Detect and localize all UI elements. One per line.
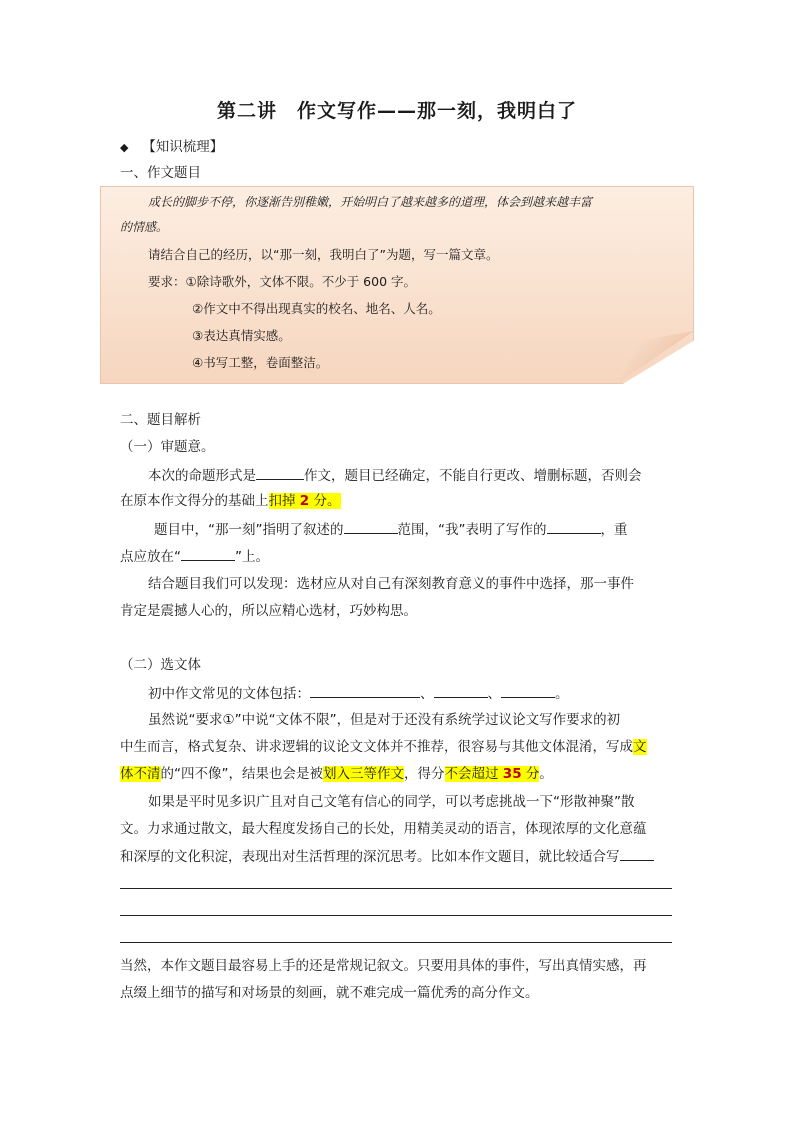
page-title: 第二讲 作文写作——那一刻，我明白了 — [216, 100, 577, 122]
paragraph-6-line-3: 和深厚的文化积淀，表现出对生活哲理的深沉思考。比如本作文题目，就比较适合写 — [120, 846, 680, 867]
paragraph-1-line-2: 在原本作文得分的基础上扣掉 2 分。 — [120, 493, 341, 509]
paragraph-5-line-3: 体不清的“四不像”，结果也会是被划入三等作文，得分不会超过 35 分。 — [120, 766, 553, 782]
paragraph-1-line-1: 本次的命题形式是 作文，题目已经确定，不能自行更改、增删标题，否则会 — [148, 465, 708, 486]
fill-blank[interactable] — [501, 683, 555, 698]
paragraph-5-line-2: 中生而言，格式复杂、讲求逻辑的议论文文体并不推荐，很容易与其他文体混淆，写成文 — [120, 739, 647, 755]
diamond-bullet-icon: ◆ — [120, 141, 129, 154]
card-paragraph-1a: 成长的脚步不停，你逐渐告别稚嫩，开始明白了越来越多的道理，体会到越来越丰富 — [148, 195, 593, 209]
paragraph-7-line-1: 当然，本作文题目最容易上手的还是常规记叙文。只要用具体的事件，写出真情实感，再 — [120, 958, 647, 974]
knowledge-label: 【知识梳理】 — [142, 139, 224, 155]
card-requirement-1: 要求：①除诗歌外，文体不限。不少于 600 字。 — [148, 274, 417, 289]
card-requirement-4: ④书写工整，卷面整洁。 — [192, 355, 329, 370]
section-1-heading: 一、作文题目 — [120, 165, 201, 181]
subsection-2-heading: （二）选文体 — [120, 657, 201, 673]
card-requirement-2: ②作文中不得出现真实的校名、地名、人名。 — [192, 301, 441, 316]
card-paragraph-2: 请结合自己的经历，以“那一刻，我明白了”为题，写一篇文章。 — [148, 247, 499, 262]
card-paragraph-1b: 的情感。 — [120, 220, 169, 234]
paragraph-4: 初中作文常见的文体包括： 、 、 。 — [148, 683, 708, 704]
paragraph-6-line-2: 文。力求通过散文，最大程度发扬自己的长处，用精美灵动的语言，体现浓厚的文化意蕴 — [120, 821, 647, 837]
fill-blank[interactable] — [256, 465, 304, 480]
paragraph-3-line-2: 肯定是震撼人心的，所以应精心选材，巧妙构思。 — [120, 603, 417, 619]
knowledge-heading — [120, 137, 680, 158]
fill-blank[interactable] — [547, 519, 601, 534]
fill-blank[interactable] — [181, 546, 235, 561]
paragraph-7-line-2: 点缀上细节的描写和对场景的刻画，就不难完成一篇优秀的高分作文。 — [120, 985, 539, 1001]
card-requirement-3: ③表达真情实感。 — [192, 328, 291, 343]
answer-line[interactable] — [120, 915, 672, 916]
paragraph-2-line-2: 点应放在“ ”上。 — [120, 546, 680, 567]
paragraph-2-line-1: 题目中，“那一刻”指明了叙述的 范围，“我”表明了写作的 ，重 — [154, 519, 714, 540]
subsection-1-heading: （一）审题意。 — [120, 439, 215, 455]
answer-line[interactable] — [120, 942, 672, 943]
fill-blank[interactable] — [310, 683, 420, 698]
answer-line[interactable] — [120, 888, 672, 889]
fill-blank[interactable] — [620, 846, 654, 861]
section-2-heading: 二、题目解析 — [120, 412, 201, 428]
highlighted-score: 不会超过 35 分 — [444, 766, 540, 782]
paragraph-3-line-1: 结合题目我们可以发现：选材应从对自己有深刻教育意义的事件中选择，那一事件 — [148, 576, 634, 592]
paragraph-5-line-1: 虽然说“要求①”中说“文体不限”，但是对于还没有系统学过议论文写作要求的初 — [148, 712, 621, 728]
paragraph-6-line-1: 如果是平时见多识广且对自己文笔有信心的同学，可以考虑挑战一下“形散神聚”散 — [148, 794, 635, 810]
fill-blank[interactable] — [344, 519, 398, 534]
fill-blank[interactable] — [434, 683, 488, 698]
highlighted-text: 扣掉 2 分。 — [268, 493, 341, 509]
